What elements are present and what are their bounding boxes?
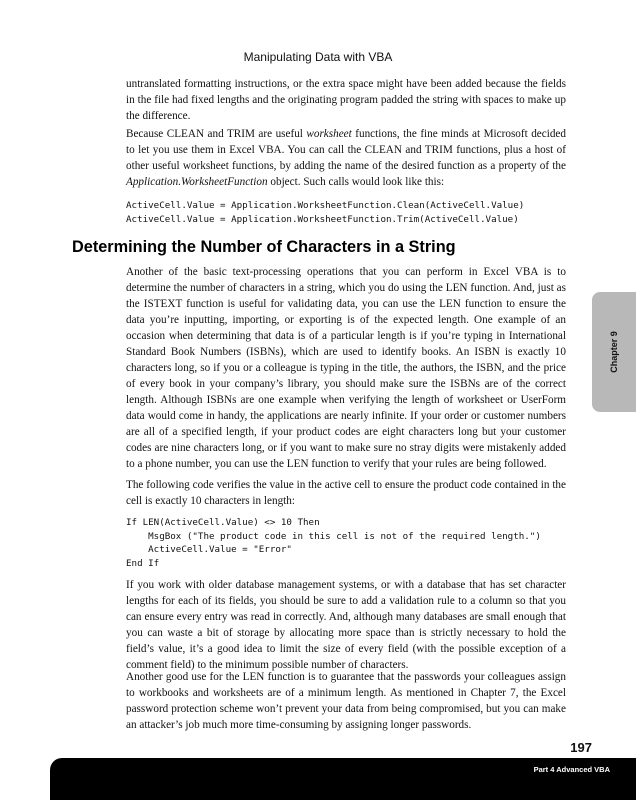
code-block-len-check: If LEN(ActiveCell.Value) <> 10 Then MsgBox ("The product code in this cell is not of the required length.") ActiveCell.Value = "Error" End If	[126, 517, 541, 569]
chapter-tab-label: Chapter 9	[609, 331, 619, 373]
page-number: 197	[570, 740, 592, 755]
running-header: Manipulating Data with VBA	[243, 50, 393, 64]
chapter-thumb-tab	[592, 292, 636, 412]
paragraph-2-text-a: Because CLEAN and TRIM are useful	[126, 128, 307, 140]
paragraph-2-text-b: functions, the fine minds at Microsoft decided to let you use them in Excel VBA. You can call the CLEAN and TRIM functions, plus a host of other useful worksheet functions, by adding the name of the desired function as a property of the	[126, 128, 566, 172]
section-heading: Determining the Number of Characters in a String	[72, 238, 456, 256]
worksheet-emphasis: worksheet	[306, 128, 352, 140]
footer-bar	[50, 758, 636, 800]
code-block-clean-trim: ActiveCell.Value = Application.WorksheetFunction.Clean(ActiveCell.Value) ActiveCell.Value = Application.WorksheetFunction.Trim(ActiveCell.Value)	[126, 200, 525, 225]
paragraph-4: The following code verifies the value in the active cell to ensure the product code contained in the cell is exactly 10 characters in length:	[126, 479, 566, 507]
paragraph-2	[126, 126, 566, 190]
paragraph-2-text-c: object. Such calls would look like this:	[267, 176, 445, 188]
paragraph-6: Another good use for the LEN function is to guarantee that the passwords your colleagues assign to workbooks and worksheets are of a minimum length. As mentioned in Chapter 7, the Excel password protection scheme won’t prevent your data from being compromised, but you can make an attacker’s job much more time-consuming by assigning longer passwords.	[126, 671, 566, 731]
footer-part-label: Part 4 Advanced VBA	[533, 765, 610, 774]
paragraph-5: If you work with older database management systems, or with a database that has set character lengths for each of its fields, you should be sure to add a validation rule to a column so that you can ensure every entry was read in correctly. And, although many databases are small enough that you can waste a bit of storage by allocating more space than is strictly necessary to hold the field’s value, it’s a good idea to limit the size of every field (with the possible exception of a comment field) to the minimum possible number of characters.	[126, 579, 566, 671]
worksheetfunction-emphasis: Application.WorksheetFunction	[126, 176, 268, 188]
paragraph-3: Another of the basic text-processing operations that you can perform in Excel VBA is to determine the number of characters in a string, which you do using the LEN function. And, just as the ISTEXT function is useful for validating data, you can use the LEN function to ensure the data you’re inputting, importing, or exporting is of the expected length. One example of an occasion when determining that data is of a particular length is if you’re typing in International Standard Book Numbers (ISBNs), which are used to identify books. An ISBN is exactly 10 characters long, so if you or a colleague is typing in the title, the authors, the ISBN, and the price of every book in your company’s library, you should make sure the ISBNs are of the correct length. Although ISBNs are one example when verifying the length of worksheet or UserForm data would come in handy, the applications are nearly infinite. If your order or customer numbers are all of a specified length, if your product codes are eight characters long but your customer codes are nine characters long, or if you want to make sure no stray digits were mistakenly added to a phone number, you can use the LEN function to verify that your rules are being followed.	[126, 266, 566, 470]
paragraph-1: untranslated formatting instructions, or the extra space might have been added because the fields in the file had fixed lengths and the originating program padded the string with spaces to make up the difference.	[126, 78, 566, 122]
